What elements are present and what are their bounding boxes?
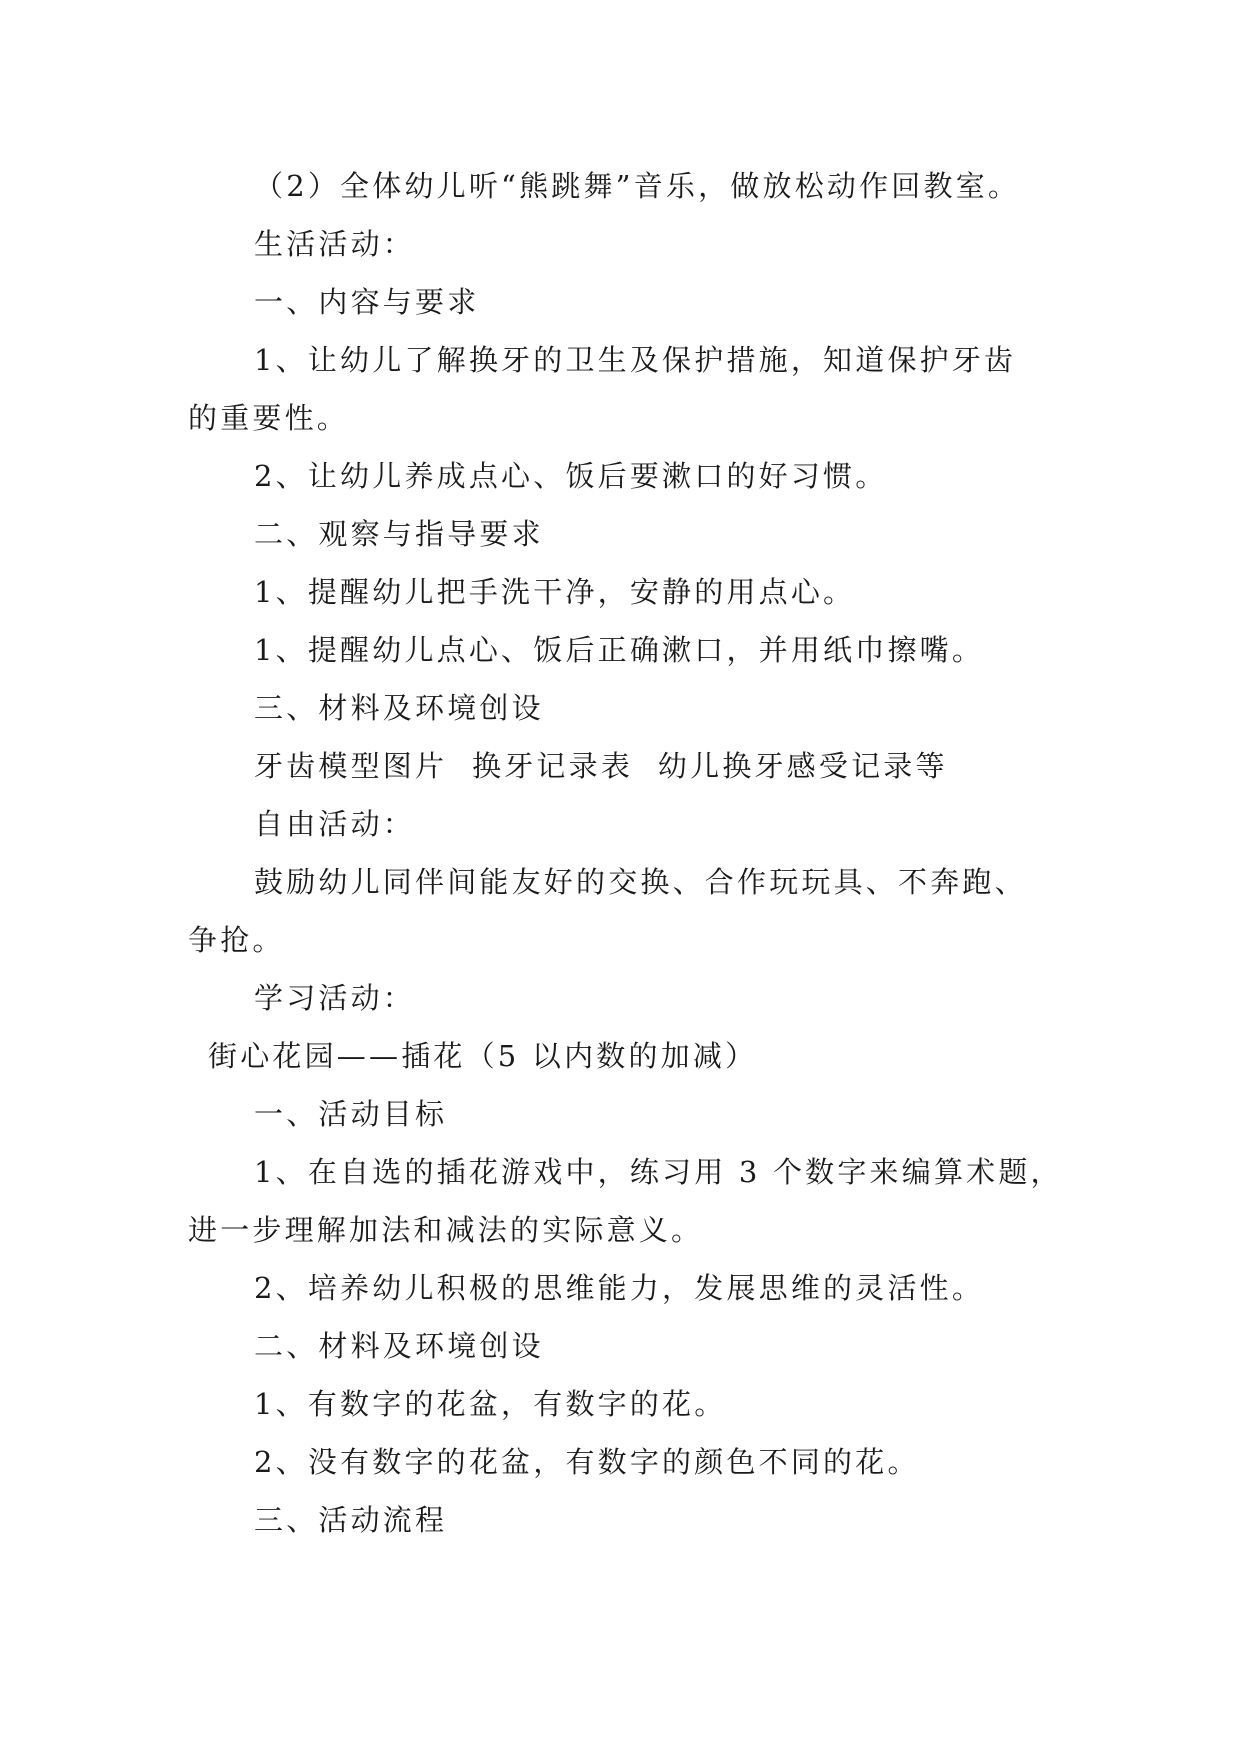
paragraph-line: （2）全体幼儿听“熊跳舞”音乐，做放松动作回教室。 <box>254 169 1021 203</box>
section-heading: 自由活动： <box>254 807 416 841</box>
subsection-heading: 二、观察与指导要求 <box>254 517 544 551</box>
subsection-heading: 一、内容与要求 <box>254 285 480 319</box>
subsection-heading: 三、活动流程 <box>254 1503 448 1537</box>
subsection-heading: 一、活动目标 <box>254 1097 448 1131</box>
activity-title: 街心花园——插花（5 以内数的加减） <box>208 1039 758 1073</box>
paragraph-line-continued: 的重要性。 <box>188 401 350 435</box>
paragraph-line: 牙齿模型图片 换牙记录表 幼儿换牙感受记录等 <box>254 749 948 783</box>
subsection-heading: 二、材料及环境创设 <box>254 1329 544 1363</box>
section-heading: 学习活动： <box>254 981 416 1015</box>
paragraph-line: 鼓励幼儿同伴间能友好的交换、合作玩玩具、不奔跑、 <box>254 865 1027 899</box>
paragraph-line: 1、提醒幼儿点心、饭后正确漱口，并用纸巾擦嘴。 <box>254 633 985 667</box>
paragraph-line: 1、有数字的花盆，有数字的花。 <box>254 1387 727 1421</box>
paragraph-line: 2、没有数字的花盆，有数字的颜色不同的花。 <box>254 1445 920 1479</box>
paragraph-line-continued: 争抢。 <box>188 923 285 957</box>
paragraph-line: 2、让幼儿养成点心、饭后要漱口的好习惯。 <box>254 459 888 493</box>
section-heading: 生活活动： <box>254 227 416 261</box>
paragraph-line: 1、在自选的插花游戏中，练习用 3 个数字来编算术题， <box>254 1155 1063 1189</box>
subsection-heading: 三、材料及环境创设 <box>254 691 544 725</box>
paragraph-line: 2、培养幼儿积极的思维能力，发展思维的灵活性。 <box>254 1271 985 1305</box>
paragraph-line: 1、提醒幼儿把手洗干净，安静的用点心。 <box>254 575 856 609</box>
paragraph-line-continued: 进一步理解加法和减法的实际意义。 <box>188 1213 704 1247</box>
paragraph-line: 1、让幼儿了解换牙的卫生及保护措施，知道保护牙齿 <box>254 343 1017 377</box>
